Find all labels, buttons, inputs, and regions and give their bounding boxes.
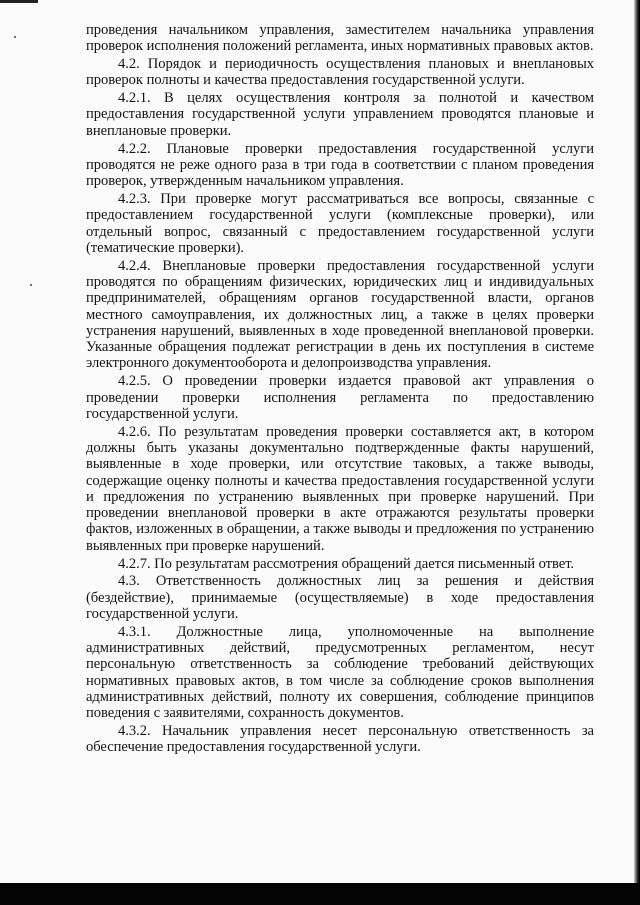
scan-edge-top — [0, 0, 38, 3]
paragraph-4-2-1: 4.2.1. В целях осуществления контроля за полнотой и качеством предоставления государственной услуги управлением проводятся плановые и внеплановые проверки. — [86, 90, 594, 139]
paragraph-4-2-5: 4.2.5. О проведении проверки издается правовой акт управления о проведении проверки исполнения регламента по предоставлению государственной услуги. — [86, 373, 594, 422]
paragraph-4-3-2: 4.3.2. Начальник управления несет персональную ответственность за обеспечение предоставления государственной услуги. — [86, 722, 594, 756]
scan-edge-right — [634, 0, 640, 905]
paragraph-4-2: 4.2. Порядок и периодичность осуществления плановых и внеплановых проверок полноты и качества предоставления государственной услуги. — [86, 56, 594, 89]
paragraph-4-2-2: 4.2.2. Плановые проверки предоставления государственной услуги проводятся не реже одного раза в три года в соответствии с планом проведения проверок, утвержденным начальником управления. — [86, 140, 594, 190]
paragraph-4-3-1: 4.3.1. Должностные лица, уполномоченные на выполнение административных действий, предусмотренных регламентом, несут персональную ответственность за соблюдение требований действующих нормативных правовых актов, в том числе за соблюдение сроков выполнения административных действий, полноту их совершения, соблюдение принципов поведения с заявителями, сохранность документов. — [86, 623, 594, 722]
scan-edge-bottom — [0, 883, 640, 905]
paragraph-4-2-7: 4.2.7. По результатам рассмотрения обращений дается письменный ответ. — [118, 555, 575, 572]
scan-speck — [14, 36, 16, 38]
paragraph-4-3: 4.3. Ответственность должностных лиц за решения и действия (бездействие), принимаемые (осуществляемые) в ходе предоставления государственной услуги. — [86, 573, 594, 622]
paragraph-continuation: проведения начальником управления, заместителем начальника управления проверок исполнения положений регламента, иных нормативных правовых актов. — [86, 22, 594, 55]
document-body — [86, 22, 594, 756]
paragraph-4-2-6: 4.2.6. По результатам проведения проверки составляется акт, в котором должны быть указаны документально подтвержденные факты нарушений, выявленные в ходе проверки, или отсутствие таковых, а также выводы, содержащие оценку полноты и качества предоставления государственной услуги и предложения по устранению выявленных при проверке нарушений. При проведении внеплановой проверки в акте отражаются результаты проверки фактов, изложенных в обращении, а также выводы и предложения по устранению выявленных при проверке нарушений. — [86, 423, 594, 554]
scan-speck — [30, 284, 32, 286]
paragraph-4-2-4: 4.2.4. Внеплановые проверки предоставления государственной услуги проводятся по обращениям физических, юридических лиц и индивидуальных предпринимателей, обращениям органов государственной власти, органов местного самоуправления, их должностных лиц, а также в целях проверки устранения нарушений, выявленных в ходе проведенной внеплановой проверки. Указанные обращения подлежат регистрации в день их поступления в системе электронного документооборота и делопроизводства управления. — [86, 257, 594, 372]
paragraph-4-2-3: 4.2.3. При проверке могут рассматриваться все вопросы, связанные с предоставлением государственной услуги (комплексные проверки), или отдельный вопрос, связанный с предоставлением государственной услуги (тематические проверки). — [86, 190, 594, 256]
